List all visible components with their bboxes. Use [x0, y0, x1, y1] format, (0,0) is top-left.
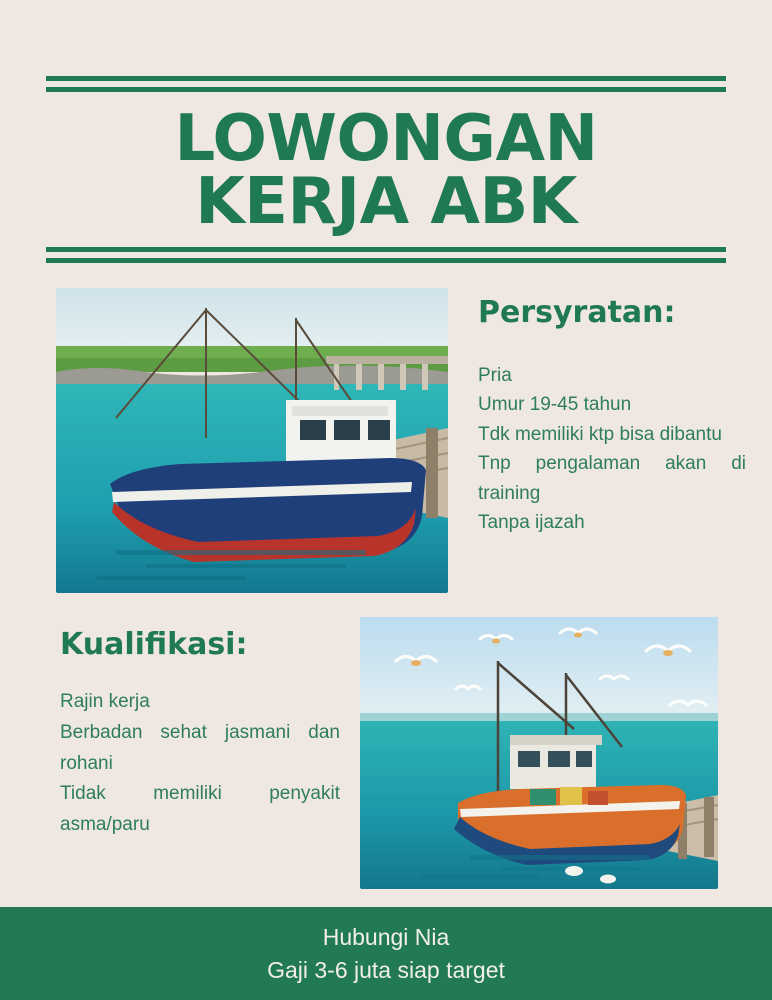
requirement-item: Tnp pengalaman akan di training — [478, 453, 746, 504]
qualifications-list — [60, 687, 340, 841]
requirement-item: Umur 19-45 tahun — [478, 394, 632, 416]
photo-fishing-boat-gulls — [360, 617, 718, 889]
qualifications-section — [60, 628, 340, 841]
poster-header — [46, 76, 726, 263]
qualification-item: Berbadan sehat jasmani dan rohani — [60, 721, 340, 774]
photo-fishing-boat-dock — [56, 288, 448, 593]
requirements-heading: Persyratan: — [478, 295, 676, 330]
page-title — [46, 92, 726, 247]
title-line-1: LOWONGAN — [174, 102, 598, 176]
qualifications-heading: Kualifikasi: — [60, 627, 248, 662]
header-bottom-rules — [46, 247, 726, 263]
requirement-item: Tanpa ijazah — [478, 512, 585, 534]
requirements-section — [478, 296, 746, 538]
header-rule-bottom-2 — [46, 258, 726, 263]
qualification-item: Rajin kerja — [60, 691, 150, 712]
poster-footer — [0, 907, 772, 1000]
header-rule-top-1 — [46, 76, 726, 81]
header-rule-bottom-1 — [46, 247, 726, 252]
footer-contact: Hubungi Nia — [322, 923, 450, 950]
boat-gulls-illustration — [360, 617, 718, 889]
header-top-rules — [46, 76, 726, 92]
requirement-item: Pria — [478, 365, 512, 386]
footer-salary: Gaji 3-6 juta siap target — [267, 956, 505, 983]
boat-dock-illustration — [56, 288, 448, 593]
requirements-list — [478, 361, 746, 538]
title-line-2: KERJA ABK — [195, 164, 577, 239]
qualification-item: Tidak memiliki penyakit asma/paru — [60, 783, 340, 836]
header-rule-top-2 — [46, 87, 726, 92]
requirement-item: Tdk memiliki ktp bisa dibantu — [478, 423, 722, 445]
